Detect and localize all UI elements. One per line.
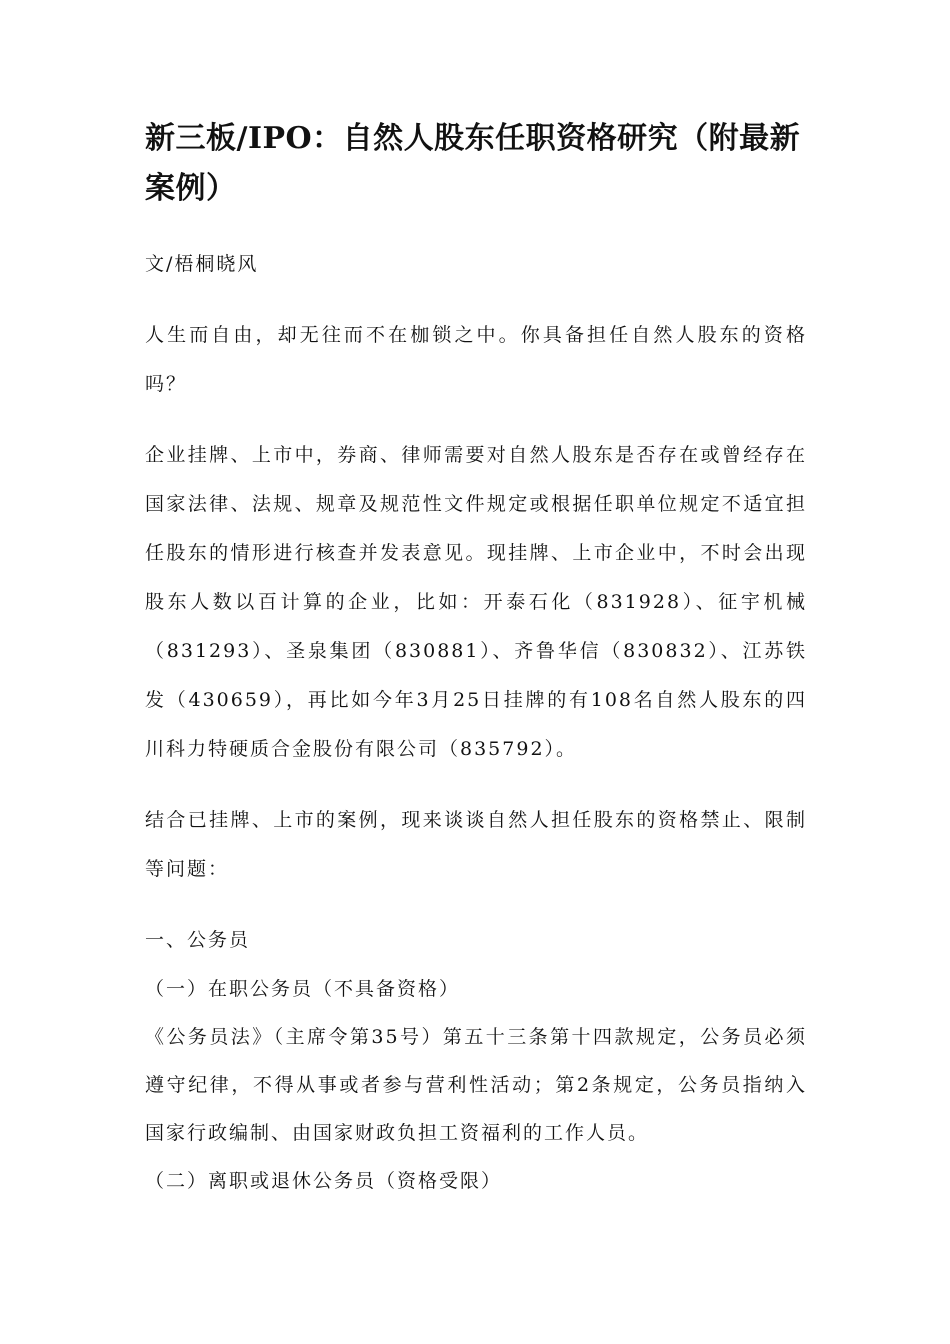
paragraph-intro: 人生而自由，却无往而不在枷锁之中。你具备担任自然人股东的资格吗？ [145, 324, 807, 395]
subheading-incumbent: （一）在职公务员（不具备资格） [145, 978, 461, 1000]
paragraph-background: 企业挂牌、上市中，券商、律师需要对自然人股东是否存在或曾经存在国家法律、法规、规章及规范性文件规定或根据任职单位规定不适宜担任股东的情形进行核查并发表意见。现挂牌、上市企业中，不时会出现股东人数以百计算的企业，比如：开泰石化（831928）、征宇机械（831293）、圣泉集团（830881）、齐鲁华信（830832）、江苏铁发（430659），再比如今年3月25日挂牌的有108名自然人股东的四川科力特硬质合金股份有限公司（835792）。 [145, 444, 807, 760]
paragraph-transition: 结合已挂牌、上市的案例，现来谈谈自然人担任股东的资格禁止、限制等问题： [145, 809, 807, 880]
document-title: 新三板/IPO：自然人股东任职资格研究（附最新案例） [145, 121, 801, 206]
section-heading-civil-servants: 一、公务员 [145, 929, 251, 951]
paragraph-civil-servant-law: 《公务员法》（主席令第35号）第五十三条第十四款规定，公务员必须遵守纪律，不得从事或者参与营利性活动；第2条规定，公务员指纳入国家行政编制、由国家财政负担工资福利的工作人员。 [145, 1026, 807, 1144]
author-line: 文/梧桐晓风 [145, 253, 259, 275]
subheading-retired: （二）离职或退休公务员（资格受限） [145, 1170, 503, 1192]
document-page [145, 114, 807, 1205]
